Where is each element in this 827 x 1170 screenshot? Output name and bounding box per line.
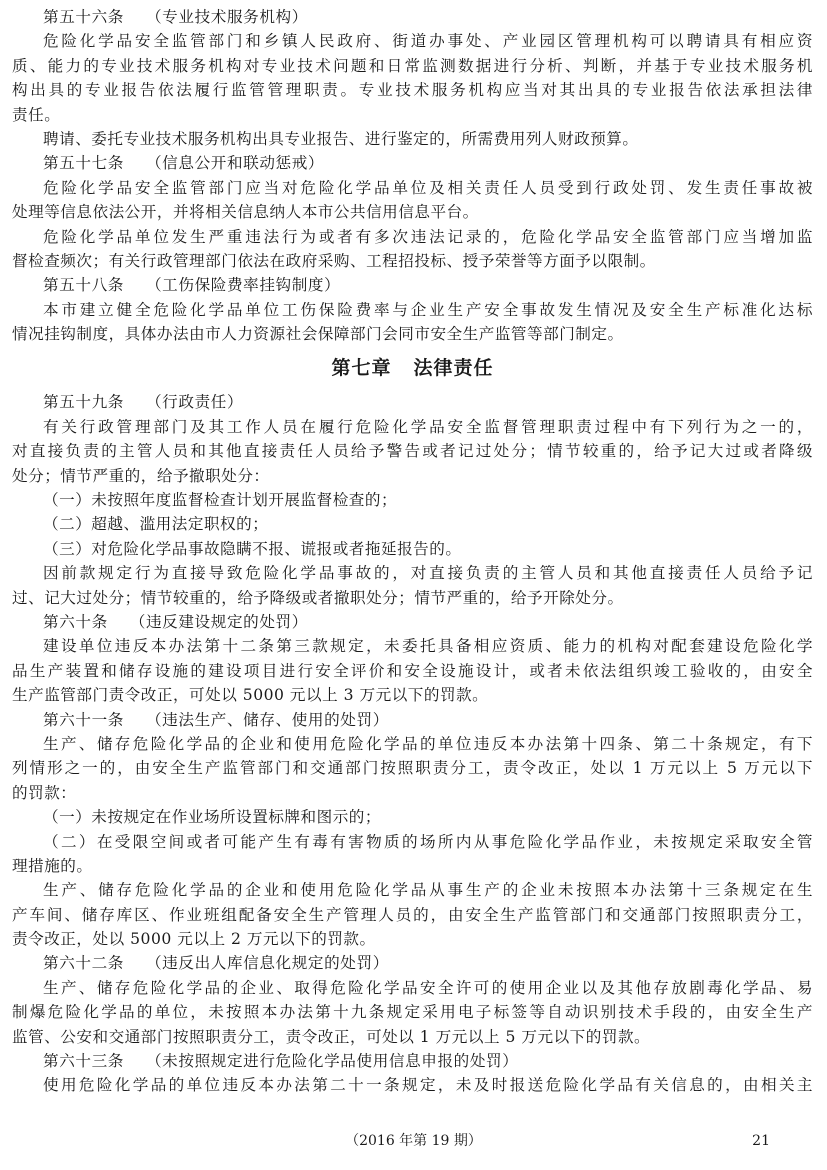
paragraph-line: 责令改正，处以 5000 元以上 2 万元以下的罚款。 bbox=[12, 930, 376, 949]
article-number: 第五十九条 bbox=[43, 393, 124, 412]
chapter-heading bbox=[12, 346, 813, 390]
article-heading bbox=[12, 951, 813, 975]
paragraph-line: 构出具的专业报告依法履行监管管理职责。专业技术服务机构应当对其出具的专业报告依法承担法律 bbox=[12, 81, 813, 100]
paragraph-line: 危险化学品单位发生严重违法行为或者有多次违法记录的，危险化学品安全监管部门应当增加监 bbox=[43, 227, 813, 246]
paragraph-line: 处理等信息依法公开，并将相关信息纳人本市公共信用信息平台。 bbox=[12, 203, 479, 222]
chapter-number: 第七章 bbox=[331, 357, 392, 380]
paragraph-line: 聘请、委托专业技术服务机构出具专业报告、进行鉴定的，所需费用列人财政预算。 bbox=[43, 129, 639, 148]
article-heading bbox=[12, 273, 813, 297]
article-topic: （信息公开和联动惩戒） bbox=[145, 154, 325, 173]
paragraph-line: 危险化学品安全监管部门和乡镇人民政府、街道办事处、产业园区管理机构可以聘请具有相应资 bbox=[43, 32, 813, 51]
article-topic: （工伤保险费率挂钩制度） bbox=[145, 276, 341, 295]
paragraph-line: 使用危险化学品的单位违反本办法第二十一条规定，未及时报送危险化学品有关信息的，由相关主 bbox=[43, 1076, 813, 1095]
list-item: （三）对危险化学品事故隐瞒不报、谎报或者拖延报告的。 bbox=[43, 539, 462, 558]
paragraph-line: 有关行政管理部门及其工作人员在履行危险化学品安全监督管理职责过程中有下列行为之一的， bbox=[43, 417, 813, 436]
paragraph-line: 监管、公安和交通部门按照职责分工，责令改正，可处以 1 万元以上 5 万元以下的罚款。 bbox=[12, 1027, 651, 1046]
paragraph-line: 列情形之一的，由安全生产监管部门和交通部门按照职责分工，责令改正，处以 1 万元以上 5 万元以下 bbox=[12, 759, 813, 778]
paragraph-line: 生产、储存危险化学品的企业和使用危险化学品从事生产的企业未按照本办法第十三条规定在生 bbox=[43, 881, 813, 900]
list-item: （一）未按照年度监督检查计划开展监督检查的； bbox=[43, 491, 398, 510]
article-heading bbox=[12, 708, 813, 732]
article-number: 第五十八条 bbox=[43, 276, 124, 295]
article-topic: （违反建设规定的处罚） bbox=[129, 612, 308, 631]
paragraph-line: 生产、储存危险化学品的企业和使用危险化学品的单位违反本办法第十四条、第二十条规定，有下 bbox=[43, 734, 813, 753]
paragraph-line: 生产监管部门责令改正，可处以 5000 元以上 3 万元以下的罚款。 bbox=[12, 686, 489, 705]
article-topic: （违反出人库信息化规定的处罚） bbox=[145, 954, 389, 973]
article-topic: （违法生产、储存、使用的处罚） bbox=[145, 710, 389, 729]
paragraph-line: 过、记大过处分；情节较重的，给予降级或者撤职处分；情节严重的，给予开除处分。 bbox=[12, 588, 624, 607]
document-body bbox=[12, 5, 813, 1098]
article-number: 第六十三条 bbox=[43, 1052, 124, 1071]
list-item: 理措施的。 bbox=[12, 856, 93, 875]
paragraph-line: 品生产装置和储存设施的建设项目进行安全评价和安全设施设计，或者未依法组织竣工验收的，由安全 bbox=[12, 661, 813, 680]
list-item: （二）在受限空间或者可能产生有毒有害物质的场所内从事危险化学品作业，未按规定采取安全管 bbox=[43, 832, 813, 851]
paragraph-line: 责任。 bbox=[12, 105, 61, 124]
page-footer bbox=[0, 1130, 827, 1152]
issue-label: （2016 年第 19 期） bbox=[345, 1133, 482, 1149]
paragraph-line: 产车间、储存库区、作业班组配备安全生产管理人员的，由安全生产监管部门和交通部门按照职责分工， bbox=[12, 905, 813, 924]
paragraph-line: 危险化学品安全监管部门应当对危险化学品单位及相关责任人员受到行政处罚、发生责任事故被 bbox=[43, 178, 813, 197]
paragraph-line: 生产、储存危险化学品的企业、取得危险化学品安全许可的使用企业以及其他存放剧毒化学品、易 bbox=[43, 978, 813, 997]
paragraph-line: 情况挂钩制度，具体办法由市人力资源社会保障部门会同市安全生产监管等部门制定。 bbox=[12, 325, 624, 344]
article-topic: （行政责任） bbox=[145, 393, 244, 412]
paragraph-line: 处分；情节严重的，给予撤职处分： bbox=[12, 466, 270, 485]
article-number: 第六十一条 bbox=[43, 710, 124, 729]
article-heading bbox=[12, 1049, 813, 1073]
chapter-title: 法律责任 bbox=[413, 357, 494, 380]
article-number: 第五十七条 bbox=[43, 154, 124, 173]
article-number: 第五十六条 bbox=[43, 8, 124, 26]
paragraph-line: 的罚款： bbox=[12, 783, 77, 802]
article-heading bbox=[12, 610, 813, 634]
article-number: 第六十二条 bbox=[43, 954, 124, 973]
paragraph-line: 制爆危险化学品的单位，未按照本办法第十九条规定采用电子标签等自动识别技术手段的，由安全生产 bbox=[12, 1003, 813, 1022]
page-number: 21 bbox=[752, 1133, 770, 1149]
paragraph-line: 质、能力的专业技术服务机构对专业技术问题和日常监测数据进行分析、判断，并基于专业技术服务机 bbox=[12, 56, 813, 75]
paragraph-line: 本市建立健全危险化学品单位工伤保险费率与企业生产安全事故发生情况及安全生产标准化达标 bbox=[43, 300, 813, 319]
article-heading bbox=[12, 390, 813, 414]
paragraph-line: 督检查频次；有关行政管理部门依法在政府采购、工程招投标、授予荣誉等方面予以限制。 bbox=[12, 251, 656, 270]
article-heading bbox=[12, 151, 813, 175]
paragraph-line: 因前款规定行为直接导致危险化学品事故的，对直接负责的主管人员和其他直接责任人员给予记 bbox=[43, 564, 813, 583]
paragraph-line: 对直接负责的主管人员和其他直接责任人员给予警告或者记过处分；情节较重的，给予记大过或者降级 bbox=[12, 442, 813, 461]
list-item: （二）超越、滥用法定职权的； bbox=[43, 515, 269, 534]
article-topic: （未按照规定进行危险化学品使用信息申报的处罚） bbox=[145, 1052, 519, 1071]
paragraph-line: 建设单位违反本办法第十二条第三款规定，未委托具备相应资质、能力的机构对配套建设危险化学 bbox=[43, 637, 813, 656]
article-topic: （专业技术服务机构） bbox=[145, 8, 308, 26]
article-number: 第六十条 bbox=[43, 612, 108, 631]
article-heading bbox=[12, 5, 813, 29]
list-item: （一）未按规定在作业场所设置标牌和图示的； bbox=[43, 808, 381, 827]
